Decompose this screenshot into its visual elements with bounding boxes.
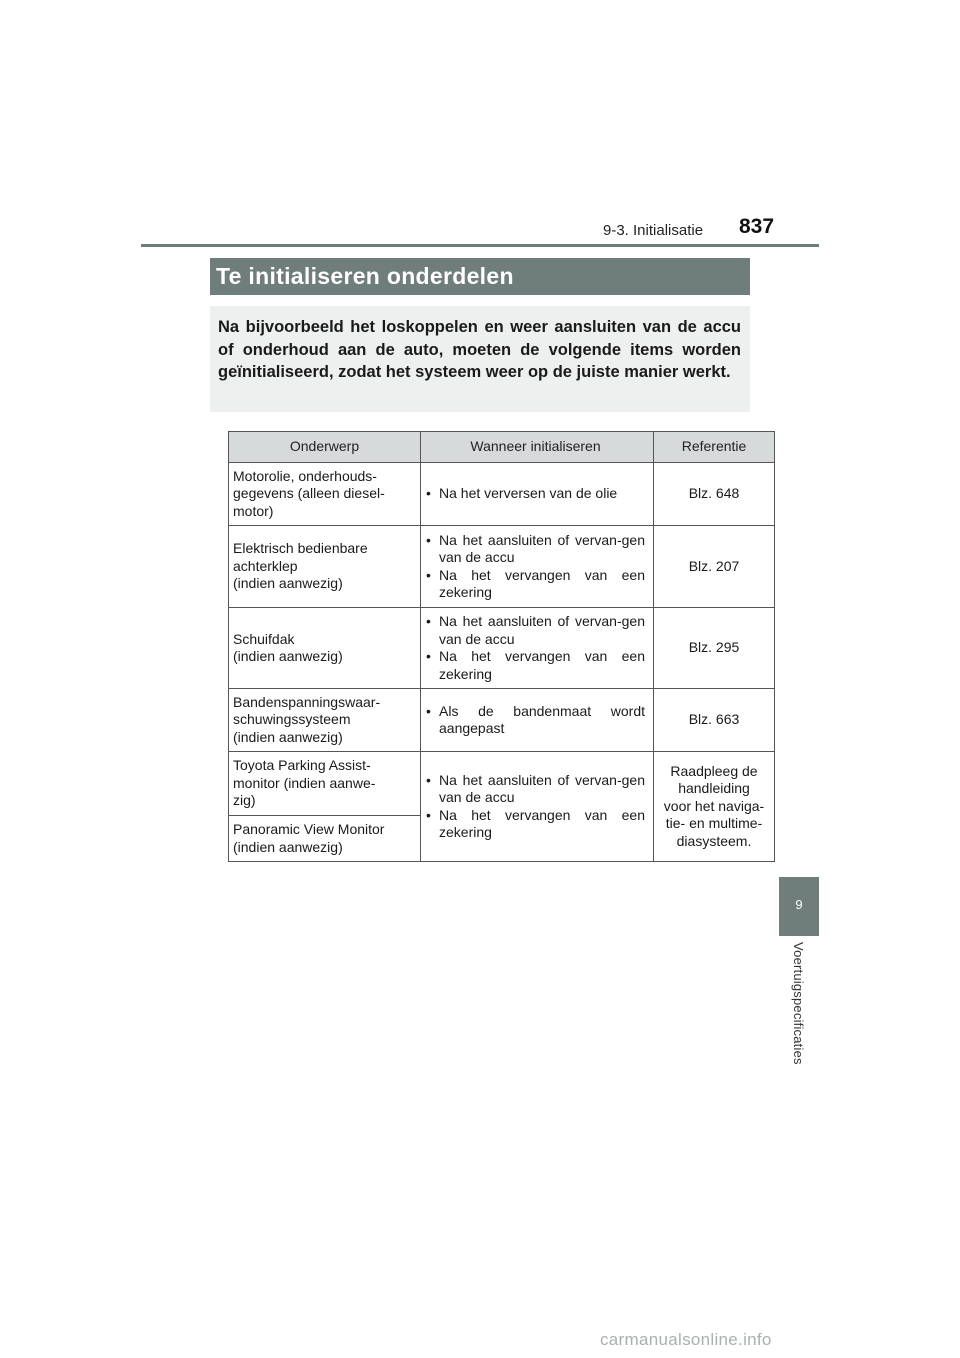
cell-when xyxy=(421,752,654,862)
cell-when xyxy=(421,608,654,689)
when-list xyxy=(426,532,645,602)
subject-text: Bandenspanningswaar- schuwingssysteem (indien aanwezig) xyxy=(233,693,381,745)
column-header-subject: Onderwerp xyxy=(229,432,421,463)
when-item: • Na het vervangen van een zekering xyxy=(426,648,645,683)
header-divider xyxy=(141,244,819,247)
cell-subject xyxy=(229,816,421,862)
reference-text: Blz. 295 xyxy=(688,639,740,656)
subject-text: Elektrisch bedienbare achterklep (indien aanwezig) xyxy=(233,540,368,592)
table-row xyxy=(229,608,775,689)
section-title: 9-3. Initialisatie xyxy=(603,222,704,239)
when-list xyxy=(426,772,645,842)
cell-when xyxy=(421,526,654,608)
when-item: • Na het vervangen van een zekering xyxy=(426,807,645,842)
cell-reference xyxy=(654,608,775,689)
subject-text: Motorolie, onderhouds- gegevens (alleen diesel- motor) xyxy=(233,467,385,519)
cell-reference xyxy=(654,526,775,608)
reference-text: Blz. 207 xyxy=(688,557,740,574)
page-number: 837 xyxy=(739,215,775,238)
table-row xyxy=(229,463,775,526)
initialization-table xyxy=(228,431,775,862)
subject-text: Toyota Parking Assist- monitor (indien aanwe- zig) xyxy=(233,757,376,809)
cell-reference xyxy=(654,463,775,526)
when-item: • Na het vervangen van een zekering xyxy=(426,567,645,602)
when-list xyxy=(426,703,645,738)
chapter-tab: 9 xyxy=(779,877,819,936)
when-item: • Na het aansluiten of vervan-gen van de accu xyxy=(426,532,645,567)
watermark: carmanualsonline.info xyxy=(600,1330,772,1349)
cell-reference xyxy=(654,689,775,752)
cell-reference xyxy=(654,752,775,862)
cell-subject xyxy=(229,608,421,689)
chapter-label: Voertuigspecificaties xyxy=(791,942,806,1065)
section-heading: Te initialiseren onderdelen xyxy=(210,258,750,295)
intro-box xyxy=(210,306,750,412)
when-list xyxy=(426,613,645,683)
table-row xyxy=(229,689,775,752)
when-item: • Na het aansluiten of vervan-gen van de accu xyxy=(426,772,645,807)
reference-text: Raadpleeg de handleiding voor het naviga- tie- en multime- diasysteem. xyxy=(663,762,765,849)
when-item: • Als de bandenmaat wordt aangepast xyxy=(426,703,645,738)
table-header-row xyxy=(229,432,775,463)
column-header-when: Wanneer initialiseren xyxy=(421,432,654,463)
table-row xyxy=(229,752,775,816)
cell-subject xyxy=(229,752,421,816)
subject-text: Schuifdak (indien aanwezig) xyxy=(233,630,343,664)
table-row xyxy=(229,526,775,608)
cell-when xyxy=(421,689,654,752)
when-item: • Na het aansluiten of vervan-gen van de accu xyxy=(426,613,645,648)
reference-text: Blz. 663 xyxy=(688,711,740,728)
subject-text: Panoramic View Monitor (indien aanwezig) xyxy=(233,821,385,855)
intro-text: Na bijvoorbeeld het loskoppelen en weer aansluiten van de accu of onderhoud aan de auto, moeten de volgende items worden geïnitialiseerd, zodat het systeem weer op de juiste manier werkt. xyxy=(218,318,741,381)
reference-text: Blz. 648 xyxy=(688,485,740,502)
when-list xyxy=(426,485,645,503)
cell-when xyxy=(421,463,654,526)
cell-subject xyxy=(229,463,421,526)
cell-subject xyxy=(229,689,421,752)
column-header-reference: Referentie xyxy=(654,432,775,463)
when-item: • Na het verversen van de olie xyxy=(426,485,645,503)
cell-subject xyxy=(229,526,421,608)
